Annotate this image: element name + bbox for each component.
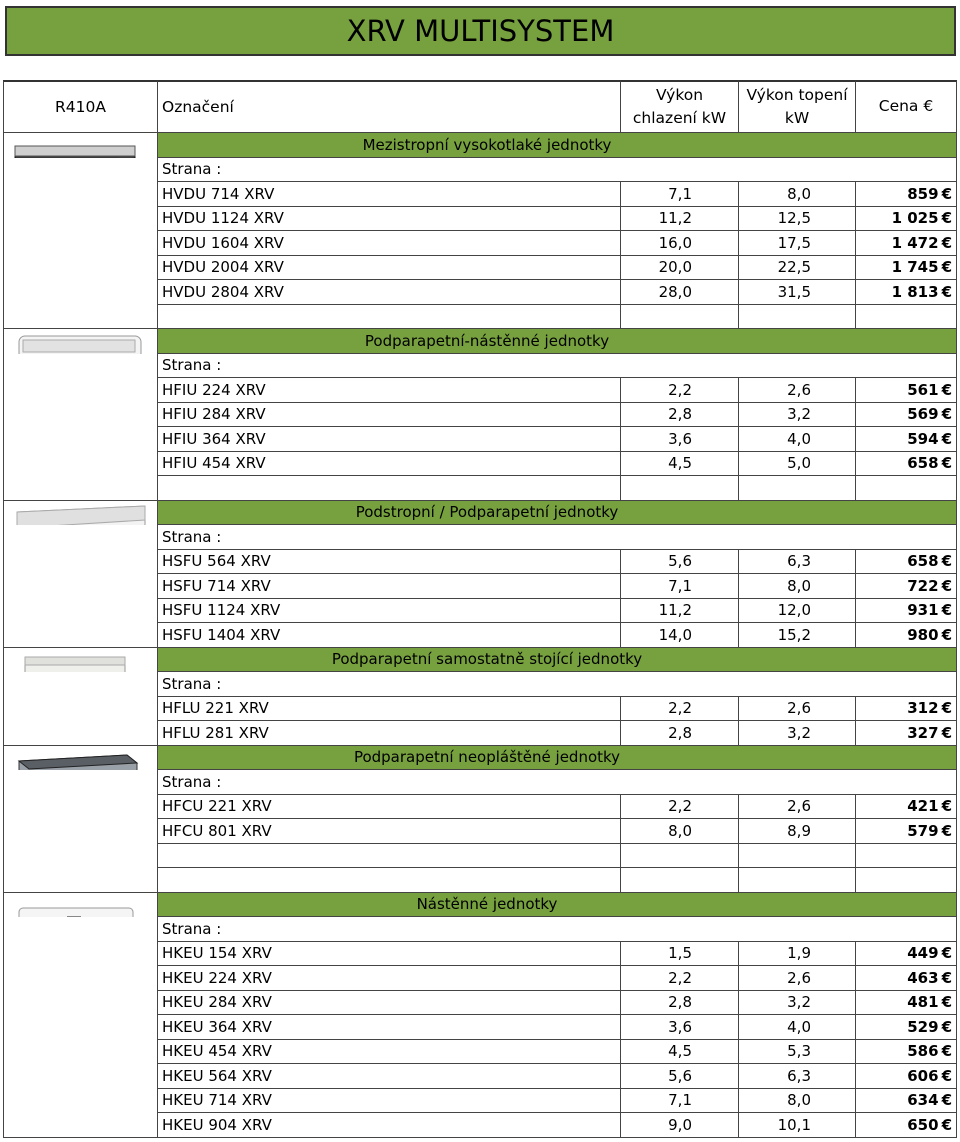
heating-value: 2,6 (739, 697, 856, 722)
image-cell (3, 623, 158, 648)
cooling-value: 2,2 (621, 795, 739, 820)
euro-sign: € (941, 209, 952, 228)
table-body (3, 133, 957, 1138)
price-amount: 658 (907, 454, 939, 473)
price-amount: 529 (907, 1017, 939, 1036)
table-row (3, 1064, 957, 1089)
price-value (856, 1064, 957, 1089)
model-name: HSFU 1124 XRV (158, 599, 621, 624)
image-cell (3, 1113, 158, 1138)
table-row (3, 256, 957, 281)
price-amount: 859 (907, 184, 939, 203)
price-value (856, 1089, 957, 1114)
euro-sign: € (941, 282, 952, 301)
product-image (7, 749, 157, 771)
image-cell (3, 378, 158, 403)
section-header-row (3, 329, 957, 354)
price-amount: 449 (907, 944, 939, 963)
cooling-value: 8,0 (621, 819, 739, 844)
table-row (3, 182, 957, 207)
header-cooling-line1: Výkon (655, 85, 704, 104)
model-name: HVDU 2004 XRV (158, 256, 621, 281)
price-value (856, 942, 957, 967)
floor-standing-unit-image (7, 651, 157, 673)
header-heating-line2: kW (784, 109, 810, 127)
euro-sign: € (941, 968, 952, 987)
image-cell (3, 1015, 158, 1040)
price-value (856, 697, 957, 722)
cooling-value: 2,2 (621, 697, 739, 722)
table-row (3, 721, 957, 746)
blank-row (3, 844, 957, 869)
cooling-value: 16,0 (621, 231, 739, 256)
cooling-value: 2,8 (621, 721, 739, 746)
cooling-value: 2,2 (621, 966, 739, 991)
image-cell (3, 942, 158, 967)
strana-label: Strana : (158, 525, 957, 550)
table-row (3, 207, 957, 232)
header-heating (739, 80, 856, 133)
image-cell (3, 525, 158, 550)
price-value (856, 378, 957, 403)
blank-cell (621, 844, 739, 869)
image-cell (3, 599, 158, 624)
image-cell (3, 1089, 158, 1114)
price-value (856, 207, 957, 232)
price-amount: 650 (907, 1115, 939, 1134)
section-header-row (3, 133, 957, 158)
image-cell (3, 231, 158, 256)
table-row (3, 452, 957, 477)
heating-value: 3,2 (739, 991, 856, 1016)
cooling-value: 20,0 (621, 256, 739, 281)
price-amount: 722 (907, 576, 939, 595)
price-amount: 421 (907, 797, 939, 816)
image-cell (3, 721, 158, 746)
heating-value: 22,5 (739, 256, 856, 281)
price-amount: 312 (907, 699, 939, 718)
strana-label: Strana : (158, 917, 957, 942)
euro-sign: € (941, 601, 952, 620)
strana-label: Strana : (158, 158, 957, 183)
heating-value: 2,6 (739, 378, 856, 403)
image-cell (3, 256, 158, 281)
ceiling-floor-unit-image (7, 502, 157, 526)
cooling-value: 2,8 (621, 991, 739, 1016)
price-amount: 594 (907, 429, 939, 448)
euro-sign: € (941, 699, 952, 718)
section-image-cell (3, 329, 158, 354)
section-header-row (3, 648, 957, 673)
euro-sign: € (941, 576, 952, 595)
model-name: HFCU 801 XRV (158, 819, 621, 844)
image-cell (3, 452, 158, 477)
model-name: HKEU 454 XRV (158, 1040, 621, 1065)
model-name: HFIU 224 XRV (158, 378, 621, 403)
product-image (7, 330, 157, 354)
cooling-value: 14,0 (621, 623, 739, 648)
image-cell (3, 770, 158, 795)
model-name: HSFU 564 XRV (158, 550, 621, 575)
section-title: Podparapetní samostatně stojící jednotky (158, 648, 957, 673)
section-title: Podparapetní neopláštěné jednotky (158, 746, 957, 771)
model-name: HFIU 284 XRV (158, 403, 621, 428)
price-value (856, 256, 957, 281)
blank-cell (621, 868, 739, 893)
price-value (856, 966, 957, 991)
model-name: HVDU 714 XRV (158, 182, 621, 207)
table-row (3, 403, 957, 428)
euro-sign: € (941, 797, 952, 816)
euro-sign: € (941, 1091, 952, 1110)
euro-sign: € (941, 1066, 952, 1085)
price-amount: 481 (907, 993, 939, 1012)
cooling-value: 4,5 (621, 1040, 739, 1065)
price-amount: 1 745 (891, 258, 939, 277)
euro-sign: € (941, 258, 952, 277)
euro-sign: € (941, 405, 952, 424)
blank-cell (158, 844, 621, 869)
model-name: HVDU 1124 XRV (158, 207, 621, 232)
heating-value: 6,3 (739, 1064, 856, 1089)
model-name: HKEU 154 XRV (158, 942, 621, 967)
table-row (3, 1015, 957, 1040)
table-row (3, 991, 957, 1016)
model-name: HKEU 564 XRV (158, 1064, 621, 1089)
model-name: HFLU 221 XRV (158, 697, 621, 722)
price-amount: 606 (907, 1066, 939, 1085)
product-image (7, 136, 157, 158)
image-cell (3, 305, 158, 330)
price-amount: 586 (907, 1042, 939, 1061)
heating-value: 5,3 (739, 1040, 856, 1065)
wall-split-unit-image (7, 902, 157, 918)
table-row (3, 427, 957, 452)
blank-cell (856, 868, 957, 893)
image-cell (3, 697, 158, 722)
price-value (856, 452, 957, 477)
heating-value: 5,0 (739, 452, 856, 477)
image-cell (3, 1064, 158, 1089)
cooling-value: 11,2 (621, 599, 739, 624)
price-value (856, 1015, 957, 1040)
price-value (856, 231, 957, 256)
image-cell (3, 844, 158, 869)
heating-value: 8,0 (739, 1089, 856, 1114)
blank-cell (158, 305, 621, 330)
price-value (856, 795, 957, 820)
price-amount: 658 (907, 552, 939, 571)
heating-value: 31,5 (739, 280, 856, 305)
euro-sign: € (941, 429, 952, 448)
table-row (3, 819, 957, 844)
image-cell (3, 280, 158, 305)
table-row (3, 795, 957, 820)
model-name: HKEU 224 XRV (158, 966, 621, 991)
blank-cell (856, 844, 957, 869)
cooling-value: 4,5 (621, 452, 739, 477)
heating-value: 2,6 (739, 966, 856, 991)
price-value (856, 574, 957, 599)
section-image-cell (3, 501, 158, 526)
price-amount: 634 (907, 1091, 939, 1110)
section-title: Mezistropní vysokotlaké jednotky (158, 133, 957, 158)
concealed-unit-image (7, 749, 157, 771)
header-cooling-line2: chlazení kW (632, 109, 727, 127)
blank-cell (856, 305, 957, 330)
cooling-value: 11,2 (621, 207, 739, 232)
heating-value: 2,6 (739, 795, 856, 820)
heating-value: 4,0 (739, 1015, 856, 1040)
image-cell (3, 917, 158, 942)
image-cell (3, 819, 158, 844)
cooling-value: 7,1 (621, 1089, 739, 1114)
image-cell (3, 476, 158, 501)
price-amount: 463 (907, 968, 939, 987)
heating-value: 3,2 (739, 721, 856, 746)
heating-value: 8,9 (739, 819, 856, 844)
image-cell (3, 403, 158, 428)
price-value (856, 623, 957, 648)
strana-label: Strana : (158, 354, 957, 379)
blank-cell (621, 476, 739, 501)
euro-sign: € (941, 944, 952, 963)
price-amount: 1 472 (891, 233, 939, 252)
price-value (856, 991, 957, 1016)
image-cell (3, 795, 158, 820)
price-value (856, 599, 957, 624)
table-row (3, 623, 957, 648)
cooling-value: 1,5 (621, 942, 739, 967)
heating-value: 12,0 (739, 599, 856, 624)
euro-sign: € (941, 1042, 952, 1061)
price-value (856, 819, 957, 844)
image-cell (3, 207, 158, 232)
section-header-row (3, 501, 957, 526)
heating-value: 10,1 (739, 1113, 856, 1138)
price-value (856, 182, 957, 207)
strana-label: Strana : (158, 770, 957, 795)
image-cell (3, 354, 158, 379)
ducted-unit-image (7, 136, 157, 158)
table-row (3, 599, 957, 624)
table-row (3, 1040, 957, 1065)
blank-cell (739, 476, 856, 501)
blank-cell (621, 305, 739, 330)
heating-value: 1,9 (739, 942, 856, 967)
cooling-value: 9,0 (621, 1113, 739, 1138)
price-amount: 1 025 (891, 209, 939, 228)
strana-row (3, 917, 957, 942)
cooling-value: 7,1 (621, 574, 739, 599)
model-name: HFIU 364 XRV (158, 427, 621, 452)
model-name: HSFU 1404 XRV (158, 623, 621, 648)
blank-cell (739, 868, 856, 893)
price-value (856, 427, 957, 452)
euro-sign: € (941, 552, 952, 571)
header-cooling (621, 80, 739, 133)
euro-sign: € (941, 993, 952, 1012)
model-name: HKEU 364 XRV (158, 1015, 621, 1040)
euro-sign: € (941, 723, 952, 742)
model-name: HFCU 221 XRV (158, 795, 621, 820)
euro-sign: € (941, 625, 952, 644)
header-heating-line1: Výkon topení (746, 85, 848, 104)
euro-sign: € (941, 454, 952, 473)
price-value (856, 1040, 957, 1065)
heating-value: 8,0 (739, 182, 856, 207)
image-cell (3, 574, 158, 599)
cooling-value: 3,6 (621, 1015, 739, 1040)
model-name: HVDU 1604 XRV (158, 231, 621, 256)
header-refrigerant: R410A (3, 80, 158, 133)
model-name: HSFU 714 XRV (158, 574, 621, 599)
section-image-cell (3, 133, 158, 158)
image-cell (3, 991, 158, 1016)
table-header (3, 80, 957, 133)
price-value (856, 1113, 957, 1138)
section-header-row (3, 746, 957, 771)
price-amount: 327 (907, 723, 939, 742)
blank-cell (739, 305, 856, 330)
blank-row (3, 476, 957, 501)
euro-sign: € (941, 1017, 952, 1036)
blank-cell (158, 868, 621, 893)
section-image-cell (3, 893, 158, 918)
product-image (7, 651, 157, 673)
heating-value: 15,2 (739, 623, 856, 648)
product-image (7, 502, 157, 526)
image-cell (3, 427, 158, 452)
euro-sign: € (941, 184, 952, 203)
blank-cell (739, 844, 856, 869)
model-name: HVDU 2804 XRV (158, 280, 621, 305)
euro-sign: € (941, 233, 952, 252)
euro-sign: € (941, 821, 952, 840)
blank-cell (856, 476, 957, 501)
euro-sign: € (941, 1115, 952, 1134)
cooling-value: 5,6 (621, 550, 739, 575)
cooling-value: 3,6 (621, 427, 739, 452)
image-cell (3, 966, 158, 991)
header-designation: Označení (158, 80, 621, 133)
heating-value: 17,5 (739, 231, 856, 256)
strana-row (3, 525, 957, 550)
price-amount: 1 813 (891, 282, 939, 301)
image-cell (3, 550, 158, 575)
section-title: Podparapetní-nástěnné jednotky (158, 329, 957, 354)
blank-row (3, 868, 957, 893)
heating-value: 8,0 (739, 574, 856, 599)
floor-wall-unit-image (7, 330, 157, 354)
model-name: HFLU 281 XRV (158, 721, 621, 746)
blank-cell (158, 476, 621, 501)
strana-row (3, 158, 957, 183)
table-row (3, 697, 957, 722)
strana-row (3, 354, 957, 379)
heating-value: 3,2 (739, 403, 856, 428)
table-row (3, 574, 957, 599)
model-name: HFIU 454 XRV (158, 452, 621, 477)
product-image (7, 902, 157, 918)
header-price: Cena € (856, 80, 957, 133)
euro-sign: € (941, 380, 952, 399)
price-amount: 980 (907, 625, 939, 644)
section-title: Nástěnné jednotky (158, 893, 957, 918)
page-title: XRV MULTISYSTEM (5, 6, 956, 56)
section-image-cell (3, 648, 158, 673)
table-row (3, 378, 957, 403)
price-value (856, 721, 957, 746)
heating-value: 6,3 (739, 550, 856, 575)
strana-row (3, 672, 957, 697)
image-cell (3, 182, 158, 207)
section-title: Podstropní / Podparapetní jednotky (158, 501, 957, 526)
table-row (3, 942, 957, 967)
model-name: HKEU 904 XRV (158, 1113, 621, 1138)
section-header-row (3, 893, 957, 918)
price-value (856, 403, 957, 428)
price-value (856, 550, 957, 575)
image-cell (3, 1040, 158, 1065)
table-row (3, 231, 957, 256)
cooling-value: 28,0 (621, 280, 739, 305)
model-name: HKEU 284 XRV (158, 991, 621, 1016)
table-row (3, 1113, 957, 1138)
image-cell (3, 158, 158, 183)
heating-value: 12,5 (739, 207, 856, 232)
table-row (3, 280, 957, 305)
price-amount: 931 (907, 601, 939, 620)
table-row (3, 966, 957, 991)
strana-row (3, 770, 957, 795)
cooling-value: 2,2 (621, 378, 739, 403)
price-amount: 561 (907, 380, 939, 399)
table-row (3, 1089, 957, 1114)
model-name: HKEU 714 XRV (158, 1089, 621, 1114)
heating-value: 4,0 (739, 427, 856, 452)
price-amount: 579 (907, 821, 939, 840)
strana-label: Strana : (158, 672, 957, 697)
image-cell (3, 868, 158, 893)
blank-row (3, 305, 957, 330)
section-image-cell (3, 746, 158, 771)
table-row (3, 550, 957, 575)
cooling-value: 7,1 (621, 182, 739, 207)
price-amount: 569 (907, 405, 939, 424)
price-value (856, 280, 957, 305)
cooling-value: 5,6 (621, 1064, 739, 1089)
cooling-value: 2,8 (621, 403, 739, 428)
price-table (3, 80, 957, 1138)
image-cell (3, 672, 158, 697)
